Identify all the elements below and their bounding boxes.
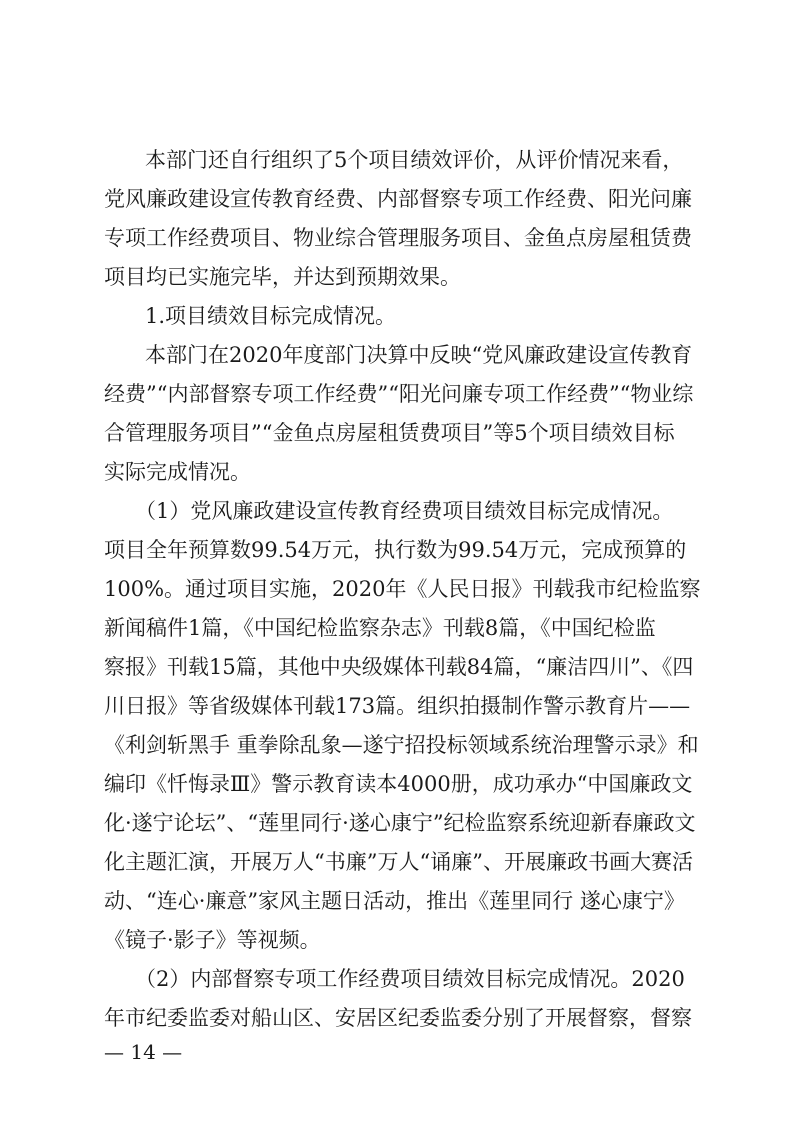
text-line: 经费”“内部督察专项工作经费”“阳光问廉专项工作经费”“物业综: [104, 382, 694, 406]
text-line: 本部门还自行组织了5个项目绩效评价，从评价情况来看，: [145, 148, 684, 172]
subsection-heading: （2）内部督察专项工作经费项目绩效目标完成情况。2020: [135, 967, 685, 991]
text-line: 《镜子·影子》等视频。: [104, 928, 321, 952]
text-line: 化主题汇演，开展万人“书廉”万人“诵廉”、开展廉政书画大赛活: [104, 850, 693, 874]
subsection-heading: （1）党风廉政建设宣传教育经费项目绩效目标完成情况。: [135, 499, 674, 523]
text-line: 党风廉政建设宣传教育经费、内部督察专项工作经费、阳光问廉: [104, 187, 692, 211]
text-line: 合管理服务项目”“金鱼点房屋租赁费项目”等5个项目绩效目标: [104, 421, 675, 445]
text-line: 项目均已实施完毕，并达到预期效果。: [104, 265, 461, 289]
text-line: 察报》刊载15篇，其他中央级媒体刊载84篇，“廉洁四川”、《四: [104, 655, 694, 679]
text-line: 专项工作经费项目、物业综合管理服务项目、金鱼点房屋租赁费: [104, 226, 692, 250]
text-line: 新闻稿件1篇，《中国纪检监察杂志》刊载8篇，《中国纪检监: [104, 616, 656, 640]
text-line: 年市纪委监委对船山区、安居区纪委监委分别了开展督察，督察: [104, 1006, 692, 1030]
text-line: 动、“连心·廉意”家风主题日活动，推出《莲里同行 遂心康宁》: [104, 889, 685, 913]
text-line: 化·遂宁论坛”、“莲里同行·遂心康宁”纪检监察系统迎新春廉政文: [104, 811, 696, 835]
text-line: 《利剑斩黑手 重拳除乱象—遂宁招投标领域系统治理警示录》和: [104, 733, 699, 757]
text-line: 川日报》等省级媒体刊载173篇。组织拍摄制作警示教育片——: [104, 694, 691, 718]
text-line: 实际完成情况。: [104, 460, 251, 484]
text-line: 项目全年预算数99.54万元，执行数为99.54万元，完成预算的: [104, 538, 687, 562]
text-line: 编印《忏悔录Ⅲ》警示教育读本4000册，成功承办“中国廉政文: [104, 772, 693, 796]
text-line: 本部门在2020年度部门决算中反映“党风廉政建设宣传教育: [145, 343, 693, 367]
section-heading: 1.项目绩效目标完成情况。: [145, 304, 397, 328]
text-line: 100%。通过项目实施，2020年《人民日报》刊载我市纪检监察: [104, 577, 701, 601]
page-number: — 14 —: [104, 1040, 183, 1064]
